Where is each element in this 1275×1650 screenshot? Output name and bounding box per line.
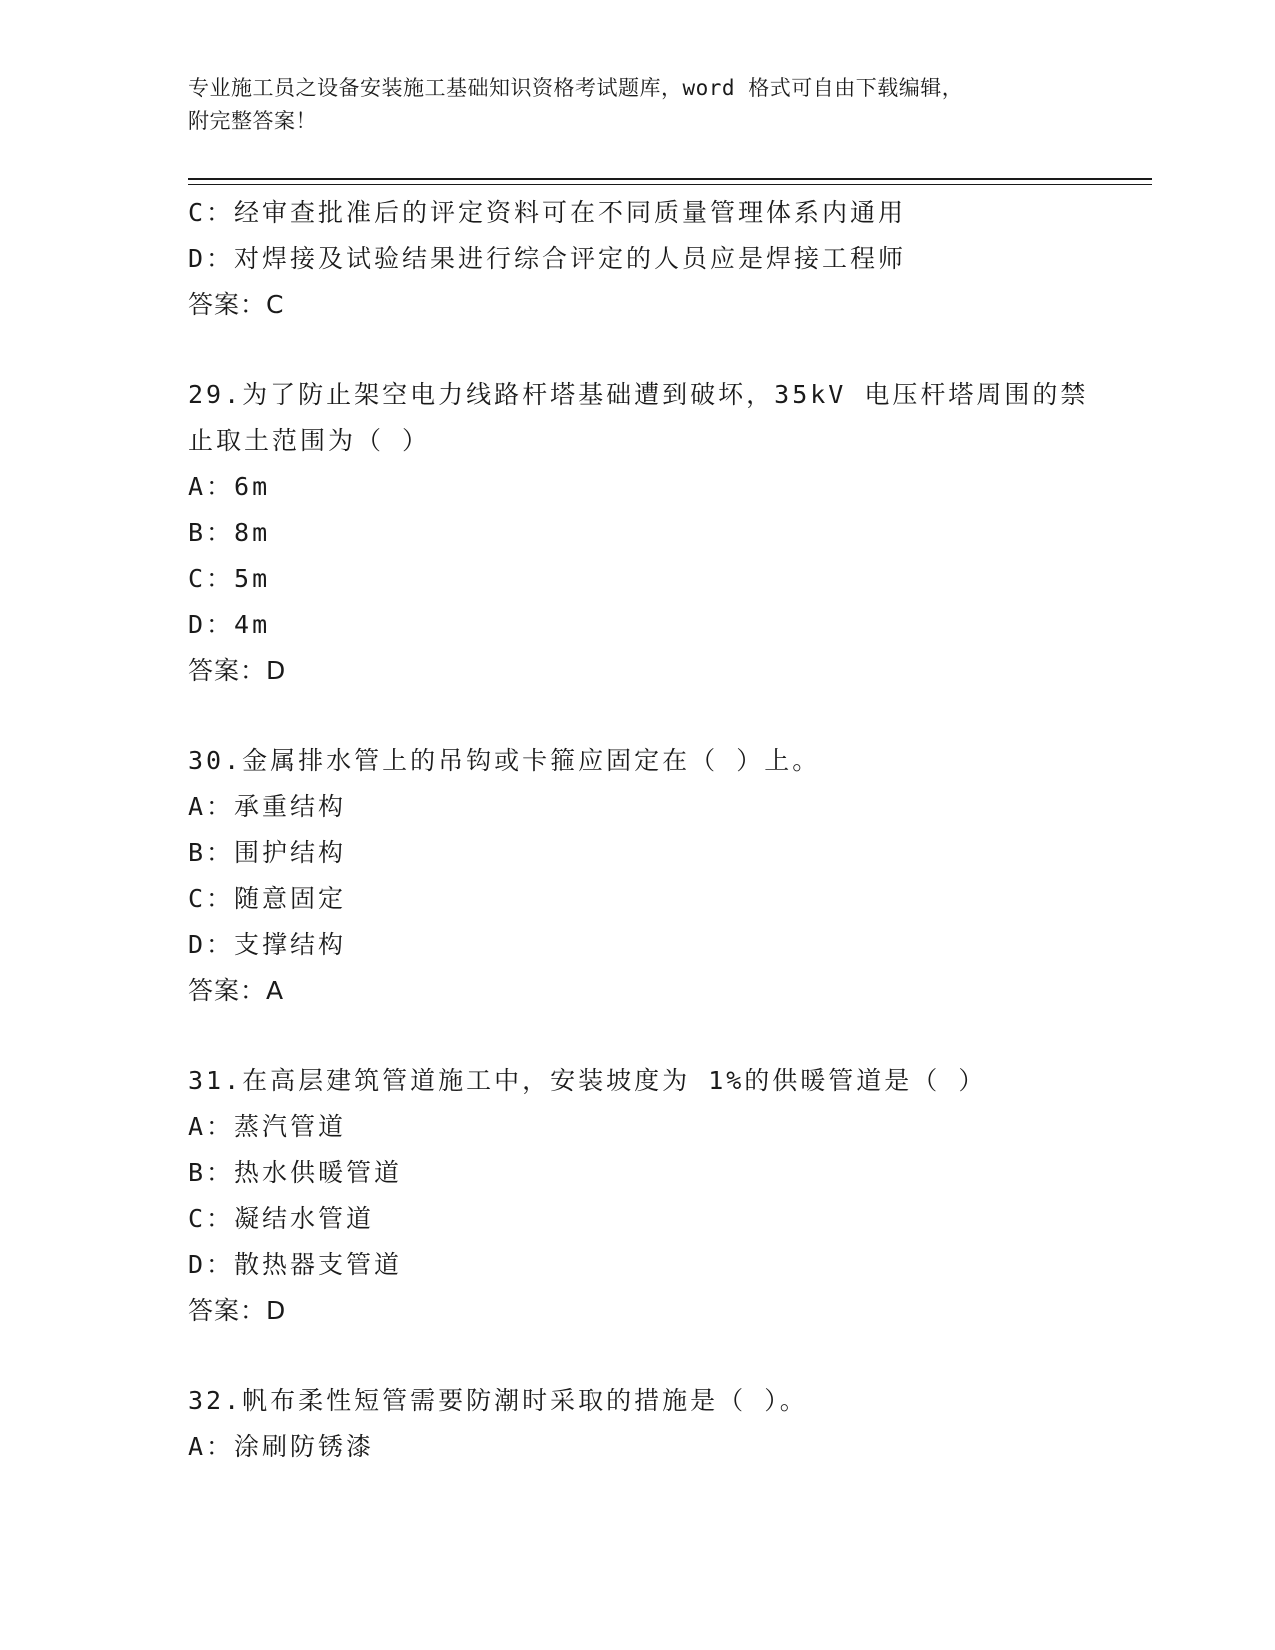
- question-stem-line-1: 29.为了防止架空电力线路杆塔基础遭到破坏，35kV 电压杆塔周围的禁: [188, 380, 1089, 409]
- question-31: [188, 1058, 1138, 1334]
- option-a: A：承重结构: [188, 792, 347, 821]
- spacer: [188, 328, 1138, 372]
- question-30: [188, 738, 1138, 1014]
- header-divider-thin: [188, 184, 1152, 185]
- answer: 答案：D: [188, 1296, 287, 1325]
- option-b: B：围护结构: [188, 838, 347, 867]
- option-a: A：6m: [188, 472, 271, 501]
- option-c: C：经审查批准后的评定资料可在不同质量管理体系内通用: [188, 198, 907, 227]
- answer: 答案：C: [188, 290, 285, 319]
- spacer: [188, 694, 1138, 738]
- option-c: C：5m: [188, 564, 271, 593]
- question-29: [188, 372, 1138, 694]
- option-d: D：对焊接及试验结果进行综合评定的人员应是焊接工程师: [188, 244, 907, 273]
- question-stem-line-2: 止取土范围为（ ）: [188, 426, 431, 455]
- question-list: [188, 190, 1138, 1470]
- option-c: C：随意固定: [188, 884, 347, 913]
- answer: 答案：A: [188, 976, 285, 1005]
- option-d: D：支撑结构: [188, 930, 347, 959]
- option-b: B：8m: [188, 518, 271, 547]
- option-d: D：散热器支管道: [188, 1250, 403, 1279]
- option-a: A：涂刷防锈漆: [188, 1432, 375, 1461]
- option-a: A：蒸汽管道: [188, 1112, 347, 1141]
- answer: 答案：D: [188, 656, 287, 685]
- question-stem: 31.在高层建筑管道施工中，安装坡度为 1%的供暖管道是（ ）: [188, 1066, 987, 1095]
- header-line-2: 附完整答案！: [188, 109, 317, 133]
- document-header: [188, 72, 1088, 138]
- question-32: [188, 1378, 1138, 1470]
- spacer: [188, 1014, 1138, 1058]
- spacer: [188, 1334, 1138, 1378]
- header-divider-thick: [188, 178, 1152, 180]
- option-b: B：热水供暖管道: [188, 1158, 403, 1187]
- option-d: D：4m: [188, 610, 271, 639]
- option-c: C：凝结水管道: [188, 1204, 375, 1233]
- header-line-1: 专业施工员之设备安装施工基础知识资格考试题库，word 格式可自由下载编辑，: [188, 76, 964, 100]
- question-stem: 30.金属排水管上的吊钩或卡箍应固定在（ ）上。: [188, 746, 821, 775]
- question-28-tail: [188, 190, 1138, 328]
- question-stem: 32.帆布柔性短管需要防潮时采取的措施是（ ）。: [188, 1386, 808, 1415]
